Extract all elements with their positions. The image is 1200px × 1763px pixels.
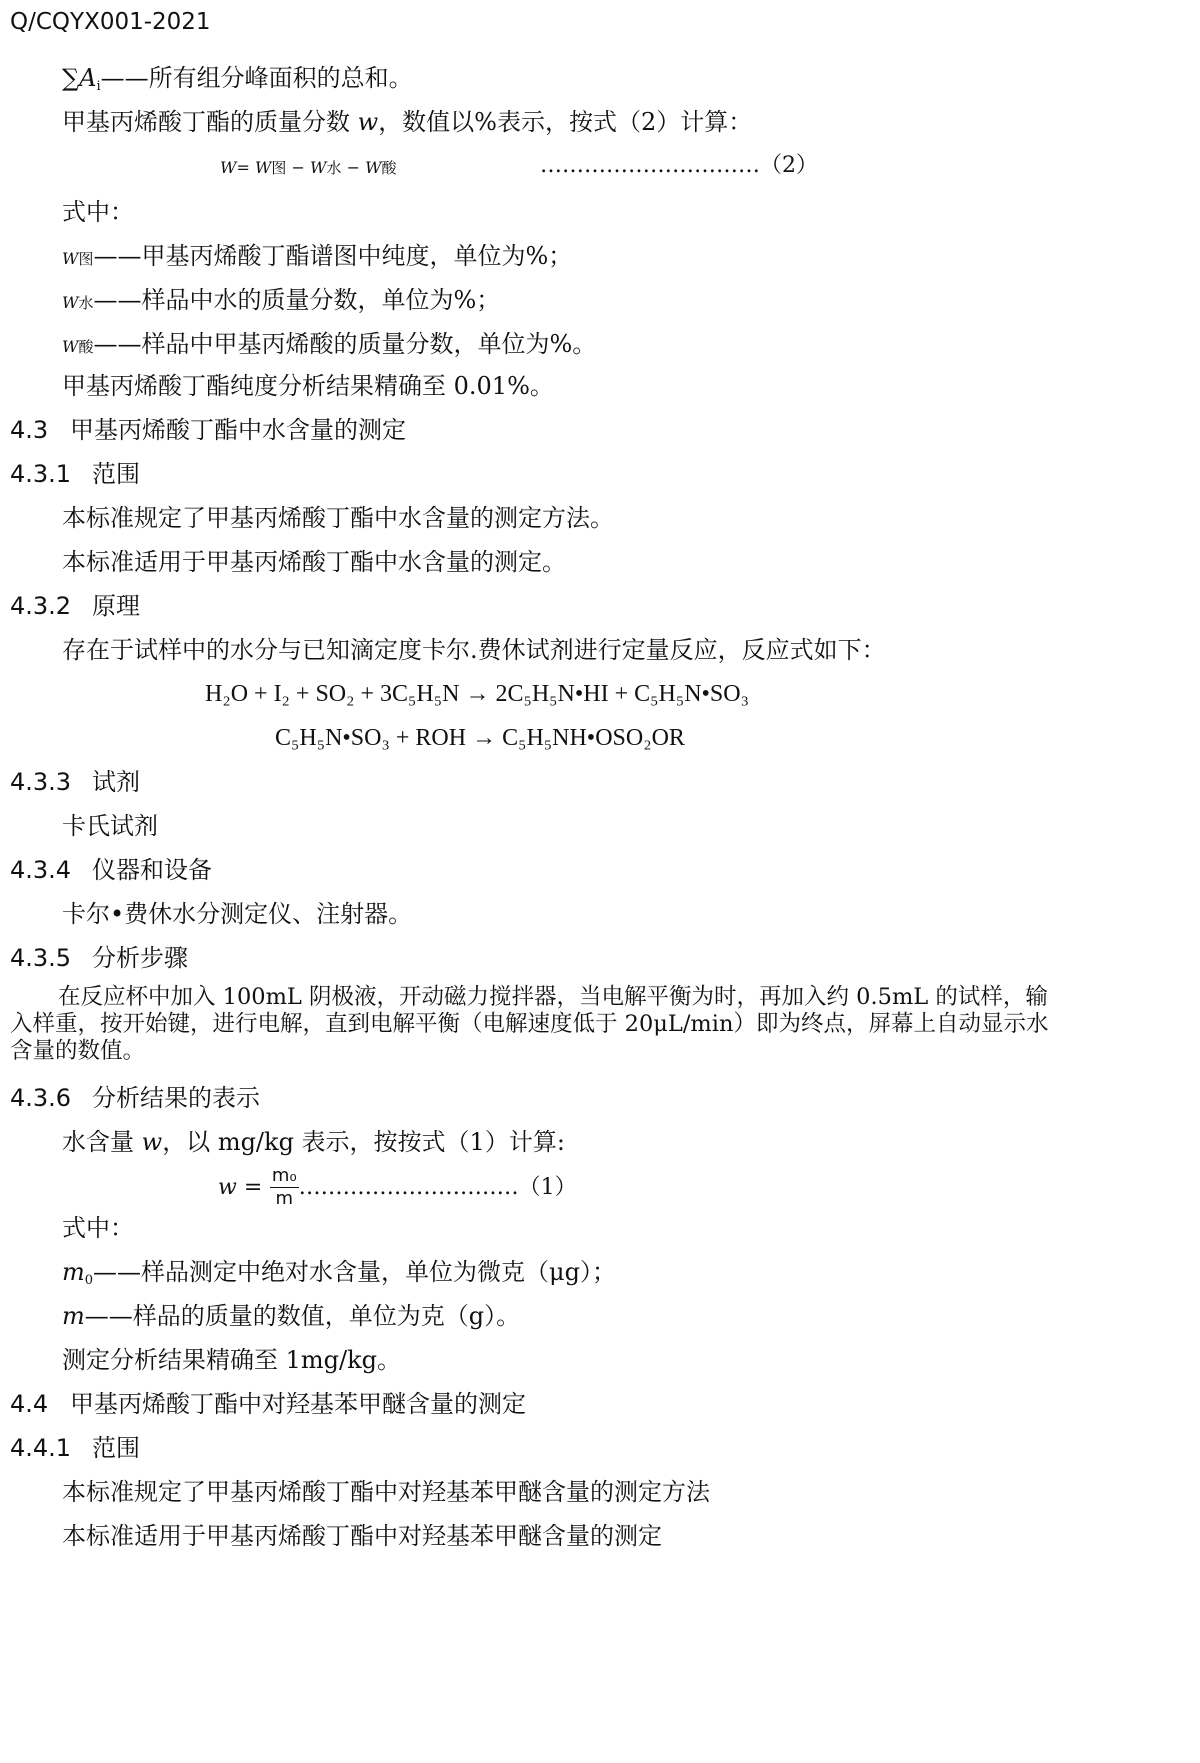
section-title: 原理: [92, 592, 140, 620]
formula1-lhs: w =: [218, 1175, 263, 1200]
formula2-w2: W: [310, 158, 327, 177]
formula1-fraction: [270, 1167, 299, 1208]
formula1-denominator: m: [275, 1188, 294, 1209]
section-4-3-4-heading: [10, 854, 212, 886]
section-4-3-heading: [10, 414, 406, 446]
section-title: 范围: [92, 460, 140, 488]
formula1-dots: …………………………: [298, 1175, 519, 1200]
where-label-1: 式中：: [62, 198, 134, 226]
precision-note-2: 测定分析结果精确至 1mg/kg。: [62, 1346, 402, 1374]
precision-note-1: 甲基丙烯酸丁酯纯度分析结果精确至 0.01%。: [62, 372, 554, 400]
formula2-lhs: W=: [220, 158, 250, 177]
scope-4-3-1-line-1: 本标准规定了甲基丙烯酸丁酯中水含量的测定方法。: [62, 504, 614, 532]
def-var: m: [62, 1258, 85, 1286]
principle-text: 存在于试样中的水分与已知滴定度卡尔.费休试剂进行定量反应，反应式如下：: [62, 636, 886, 664]
def-sub: 酸: [78, 338, 94, 356]
section-4-4-heading: [10, 1388, 526, 1420]
sum-definition: [62, 62, 413, 103]
instrument-text: 卡尔•费休水分测定仪、注射器。: [62, 900, 413, 928]
section-number: 4.3.4: [10, 856, 72, 884]
section-title: 分析结果的表示: [92, 1084, 260, 1112]
purity-formula-intro: [62, 106, 752, 138]
formula2-minus2: −: [346, 158, 360, 177]
section-number: 4.3.2: [10, 592, 72, 620]
formula-2: [220, 152, 397, 184]
formula2-number: （2）: [760, 153, 818, 178]
intro-var: w: [141, 1128, 163, 1156]
def-var: W: [62, 249, 79, 268]
formula2-w2-sub: 水: [326, 159, 342, 177]
section-title: 范围: [92, 1434, 140, 1462]
section-number: 4.3: [10, 416, 49, 444]
formula2-w3-sub: 酸: [381, 159, 397, 177]
intro-pre: 水含量: [62, 1128, 142, 1156]
section-title: 甲基丙烯酸丁酯中水含量的测定: [70, 416, 406, 444]
document-code: Q/CQYX001-2021: [10, 9, 211, 35]
intro-pre: 甲基丙烯酸丁酯的质量分数: [62, 108, 358, 136]
section-title: 试剂: [92, 768, 140, 796]
def-text: ——样品中水的质量分数，单位为%；: [93, 286, 501, 314]
def-text: ——样品测定中绝对水含量，单位为微克（μg）；: [93, 1258, 617, 1286]
intro-post: ，数值以%表示，按式（2）计算：: [378, 108, 753, 136]
formula1-number: （1）: [518, 1175, 577, 1200]
section-4-3-2-heading: [10, 590, 140, 622]
intro-var: w: [357, 108, 379, 136]
def-var: m: [62, 1302, 85, 1330]
procedure-paragraph: 在反应杯中加入 100mL 阴极液，开动磁力搅拌器，当电解平衡为时，再加入约 0.5mL 的试样，输入样重，按开始键，进行电解，直到电解平衡（电解速度低于 20μL/min）即为终点，屏幕上自动显示水含量的数值。: [10, 984, 1049, 1064]
def-m: [62, 1300, 520, 1332]
formula2-w1: W: [254, 158, 272, 177]
sum-subscript: i: [96, 79, 101, 94]
section-4-3-1-heading: [10, 458, 140, 490]
formula2-w1-sub: 图: [271, 159, 287, 177]
where-label-2: 式中：: [62, 1214, 134, 1242]
formula2-minus1: −: [291, 158, 305, 177]
section-number: 4.4: [10, 1390, 49, 1418]
sum-symbol: ∑A: [62, 64, 97, 92]
def-sub: 图: [78, 250, 94, 268]
section-number: 4.4.1: [10, 1434, 72, 1462]
def-var: W: [62, 293, 79, 312]
section-4-3-6-heading: [10, 1082, 260, 1114]
def-w-acid: [62, 328, 596, 363]
reaction-equation-2: C₅H₅N•SO₃ + ROH → C₅H₅NH•OSO₂OR: [275, 725, 685, 751]
def-var: W: [62, 337, 79, 356]
formula-2-label: [540, 150, 818, 182]
reagent-text: 卡氏试剂: [62, 812, 158, 840]
def-m0: [62, 1256, 616, 1297]
section-4-3-5-heading: [10, 942, 188, 974]
section-title: 甲基丙烯酸丁酯中对羟基苯甲醚含量的测定: [70, 1390, 526, 1418]
def-text: ——样品中甲基丙烯酸的质量分数，单位为%。: [93, 330, 597, 358]
section-4-4-1-heading: [10, 1432, 140, 1464]
intro-post: ，以 mg/kg 表示，按按式（1）计算:: [162, 1128, 565, 1156]
scope-4-4-1-line-1: 本标准规定了甲基丙烯酸丁酯中对羟基苯甲醚含量的测定方法: [62, 1478, 710, 1506]
section-number: 4.3.6: [10, 1084, 72, 1112]
water-formula-intro: [62, 1126, 565, 1158]
formula-1: [218, 1164, 577, 1210]
section-number: 4.3.1: [10, 460, 72, 488]
scope-4-4-1-line-2: 本标准适用于甲基丙烯酸丁酯中对羟基苯甲醚含量的测定: [62, 1522, 662, 1550]
def-text: ——甲基丙烯酸丁酯谱图中纯度，单位为%；: [93, 242, 573, 270]
def-w-water: [62, 284, 500, 319]
section-number: 4.3.3: [10, 768, 72, 796]
formula2-dots: …………………………: [540, 153, 760, 178]
section-title: 仪器和设备: [92, 856, 212, 884]
def-sub: 0: [84, 1273, 94, 1288]
def-sub: 水: [78, 294, 94, 312]
formula2-w3: W: [365, 158, 382, 177]
section-4-3-3-heading: [10, 766, 140, 798]
reaction-equation-1: H₂O + I₂ + SO₂ + 3C₅H₅N → 2C₅H₅N•HI + C₅H₅N•SO₃: [205, 681, 749, 707]
section-title: 分析步骤: [92, 944, 188, 972]
def-w-chart: [62, 240, 572, 275]
section-number: 4.3.5: [10, 944, 72, 972]
sum-definition-text: ——所有组分峰面积的总和。: [100, 64, 413, 92]
def-text: ——样品的质量的数值，单位为克（g）。: [84, 1302, 521, 1330]
formula1-numerator: m₀: [271, 1165, 297, 1186]
scope-4-3-1-line-2: 本标准适用于甲基丙烯酸丁酯中水含量的测定。: [62, 548, 566, 576]
